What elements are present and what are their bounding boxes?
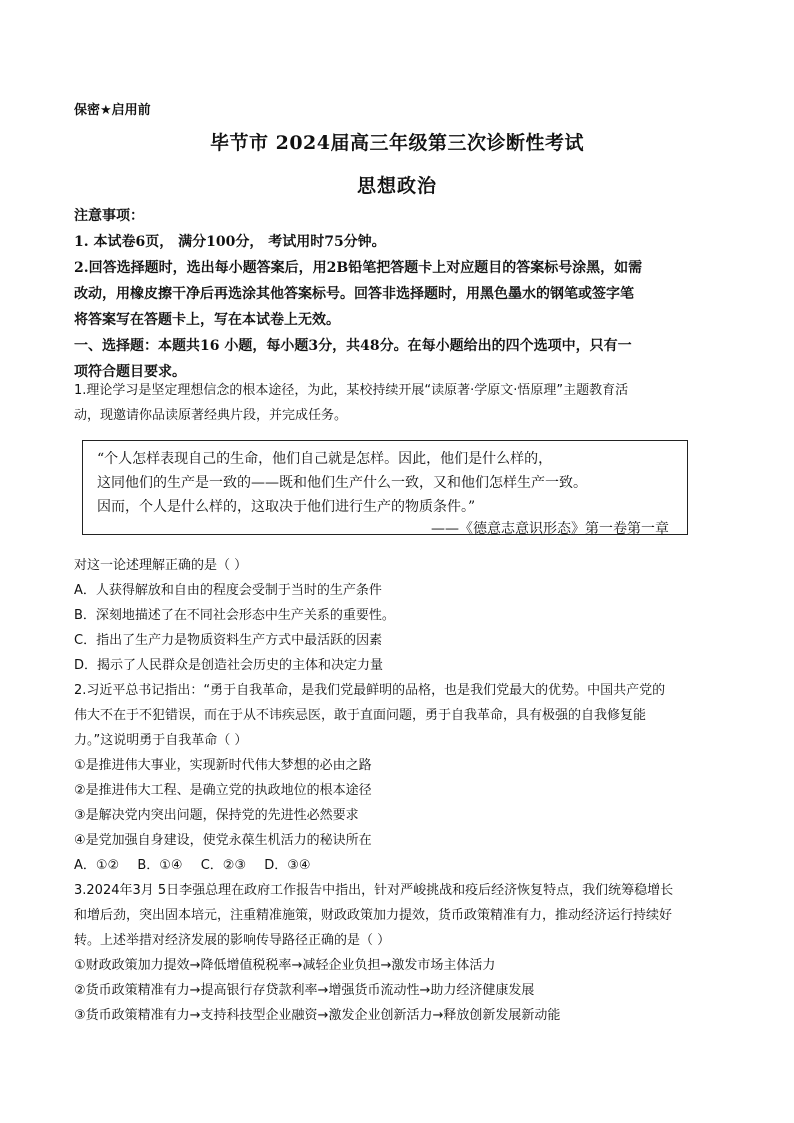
question-1-stem (74, 378, 724, 428)
question-2-stem-line-2: 伟大不在于不犯错误，而在于从不讳疾忌医，敢于直面问题，勇于自我革命，具有极强的自我修复能 (74, 708, 647, 723)
question-3-stem-line-2: 和增后劲，突出固本培元，注重精准施策，财政政策加力提效，货币政策精准有力，推动经济运行持续好 (74, 908, 673, 923)
notice-item-2-line-3: 将答案写在答题卡上，写在本试卷上无效。 (74, 312, 340, 328)
question-1-prompt: 对这一论述理解正确的是（ ） (74, 558, 248, 573)
question-2-item-1: ①是推进伟大事业，实现新时代伟大梦想的必由之路 (74, 758, 372, 773)
notice-item-2-line-2: 改动，用橡皮擦干净后再选涂其他答案标号。回答非选择题时，用黑色墨水的钢笔或签字笔 (74, 286, 634, 302)
question-1-option-c: C．指出了生产力是物质资料生产方式中最活跃的因素 (74, 633, 383, 648)
question-3-item-3: ③货币政策精准有力→支持科技型企业融资→激发企业创新活力→释放创新发展新动能 (74, 1008, 561, 1023)
quote-box (82, 440, 688, 535)
question-2-item-3: ③是解决党内突出问题，保持党的先进性必然要求 (74, 808, 359, 823)
question-3-stem-line-3: 转。上述举措对经济发展的影响传导路径正确的是（ ） (74, 933, 391, 948)
notice-heading: 注意事项： (74, 208, 144, 224)
question-3-stem-line-1: 3.2024年3月 5日李强总理在政府工作报告中指出，针对严峻挑战和疫后经济恢复特点，我们统筹稳增长 (74, 883, 674, 898)
quote-source: ——《德意志意识形态》第一卷第一章 (431, 521, 669, 537)
question-2-option-a: A．①② (74, 858, 120, 873)
question-2-option-b: B．①④ (137, 858, 183, 873)
question-1-stem-line-1: 1.理论学习是坚定理想信念的根本途径，为此，某校持续开展“读原著·学原文·悟原理”主题教育活 (74, 383, 629, 398)
notice-item-2-line-1: 2.回答选择题时，选出每小题答案后，用2B铅笔把答题卡上对应题目的答案标号涂黑，如需 (74, 260, 643, 276)
question-3-item-2: ②货币政策精准有力→提高银行存贷款利率→增强货币流动性→助力经济健康发展 (74, 983, 535, 998)
notice-section (74, 203, 724, 385)
question-1-option-b: B．深刻地描述了在不同社会形态中生产关系的重要性。 (74, 608, 395, 623)
question-2-stem-line-3: 力。”这说明勇于自我革命（ ） (74, 733, 248, 748)
questions-body (74, 553, 724, 1028)
section-heading-line-1: 一、选择题：本题共16 小题，每小题3分，共48分。在每小题给出的四个选项中，只有一 (74, 338, 632, 354)
question-2-item-4: ④是党加强自身建设，使党永葆生机活力的秘诀所在 (74, 833, 372, 848)
question-2-stem-line-1: 2.习近平总书记指出：“勇于自我革命，是我们党最鲜明的品格，也是我们党最大的优势。中国共产党的 (74, 683, 666, 698)
exam-title: 毕节市 2024届高三年级第三次诊断性考试 (210, 132, 584, 154)
quote-line-2: 这同他们的生产是一致的——既和他们生产什么一致，又和他们怎样生产一致。 (97, 475, 587, 491)
quote-line-3: 因而，个人是什么样的，这取决于他们进行生产的物质条件。” (97, 499, 476, 515)
question-1-option-a: A．人获得解放和自由的程度会受制于当时的生产条件 (74, 583, 382, 598)
question-2-item-2: ②是推进伟大工程、是确立党的执政地位的根本途径 (74, 783, 372, 798)
question-2-option-c: C．②③ (200, 858, 247, 873)
question-2-option-d: D．③④ (264, 858, 311, 873)
notice-item-1: 1. 本试卷6页， 满分100分， 考试用时75分钟。 (74, 234, 386, 250)
confidential-label: 保密★启用前 (74, 103, 151, 118)
question-3-item-1: ①财政政策加力提效→降低增值税税率→减轻企业负担→激发市场主体活力 (74, 958, 496, 973)
question-1-stem-line-2: 动，现邀请你品读原著经典片段，并完成任务。 (74, 408, 348, 423)
subject-title: 思想政治 (356, 175, 437, 197)
section-heading-line-2: 项符合题目要求。 (74, 364, 186, 380)
question-2-options (74, 853, 724, 878)
quote-line-1: “个人怎样表现自己的生命，他们自己就是怎样。因此，他们是什么样的， (97, 451, 553, 467)
question-1-option-d: D．揭示了人民群众是创造社会历史的主体和决定力量 (74, 658, 384, 673)
